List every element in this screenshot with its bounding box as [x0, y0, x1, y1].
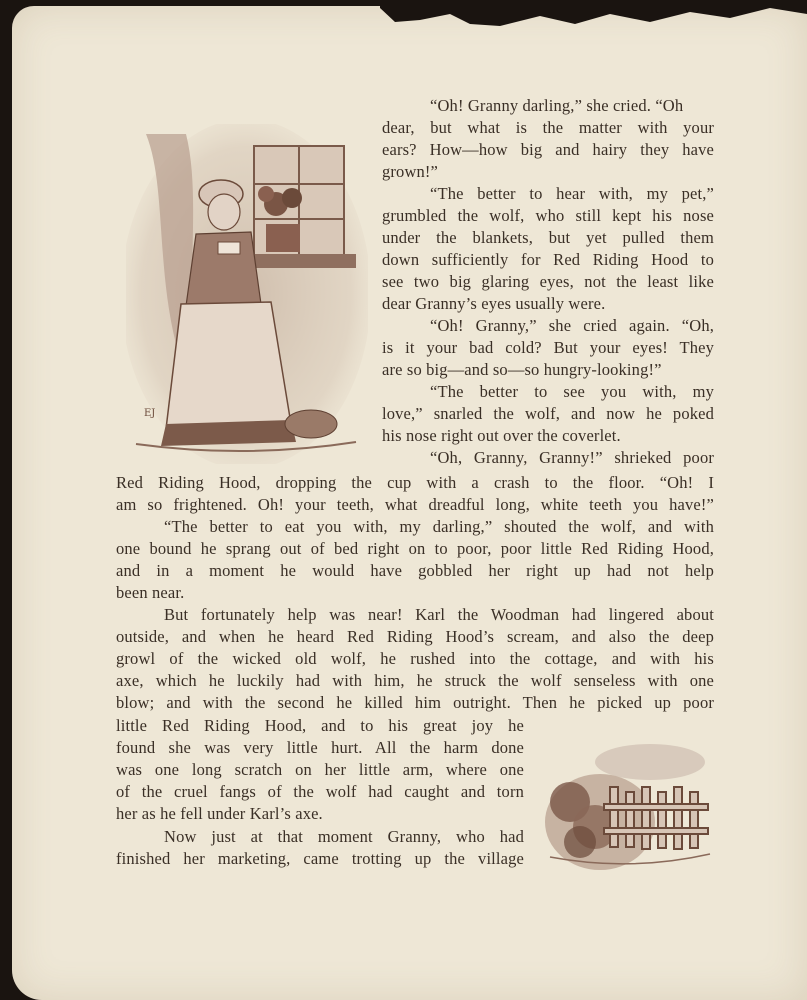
text-line: axe, which he luckily had with him, he struck the wolf senseless with one: [116, 671, 714, 690]
text-line: was one long scratch on her little arm, where one: [116, 760, 524, 779]
text-line: Red Riding Hood, dropping the cup with a crash to the floor. “Oh! I: [116, 473, 714, 492]
text-line: “The better to see you with, my: [430, 382, 714, 401]
text-line: down sufficiently for Red Riding Hood to: [382, 250, 714, 269]
text-line: growl of the wicked old wolf, he rushed into the cottage, and with his: [116, 649, 714, 668]
text-line: see two big glaring eyes, not the least like: [382, 272, 714, 291]
text-line: his nose right out over the coverlet.: [382, 426, 621, 445]
text-line: finished her marketing, came trotting up the village: [116, 849, 524, 868]
text-line: one bound he sprang out of bed right on to poor, poor little Red Riding Hood,: [116, 539, 714, 558]
text-line: under the blankets, but yet pulled them: [382, 228, 714, 247]
text-line: love,” snarled the wolf, and now he poked: [382, 404, 714, 423]
text-line: blow; and with the second he killed him outright. Then he picked up poor: [116, 693, 714, 712]
text-line: found she was very little hurt. All the harm done: [116, 738, 524, 757]
text-line: dear Granny’s eyes usually were.: [382, 294, 606, 313]
text-line: her as he fell under Karl’s axe.: [116, 804, 323, 823]
text-line: “Oh! Granny darling,” she cried. “Oh: [430, 96, 684, 115]
text-line: “Oh, Granny, Granny!” shrieked poor: [430, 448, 714, 467]
text-line: But fortunately help was near! Karl the Woodman had lingered about: [164, 605, 714, 624]
text-line: Now just at that moment Granny, who had: [164, 827, 524, 846]
text-line: grumbled the wolf, who still kept his nose: [382, 206, 714, 225]
text-line: and in a moment he would have gobbled her right up had not help: [116, 561, 714, 580]
text-line: is it your bad cold? But your eyes! They: [382, 338, 714, 357]
text-line: been near.: [116, 583, 185, 602]
text-line: grown!”: [382, 162, 439, 181]
text-line: ears? How—how big and hairy they have: [382, 140, 714, 159]
text-line: “The better to eat you with, my darling,” shouted the wolf, and with: [164, 517, 714, 536]
text-line: are so big—and so—so hungry-looking!”: [382, 360, 662, 379]
svg-text:EJ: EJ: [144, 408, 156, 419]
text-line: of the cruel fangs of the wolf had caught and torn: [116, 782, 524, 801]
text-line: “Oh! Granny,” she cried again. “Oh,: [430, 316, 714, 335]
text-line: outside, and when he heard Red Riding Hood’s scream, and also the deep: [116, 627, 714, 646]
text-line: little Red Riding Hood, and to his great joy he: [116, 716, 524, 735]
text-line: “The better to hear with, my pet,”: [430, 184, 714, 203]
text-line: am so frightened. Oh! your teeth, what dreadful long, white teeth you have!”: [116, 495, 714, 514]
text-line: dear, but what is the matter with your: [382, 118, 714, 137]
